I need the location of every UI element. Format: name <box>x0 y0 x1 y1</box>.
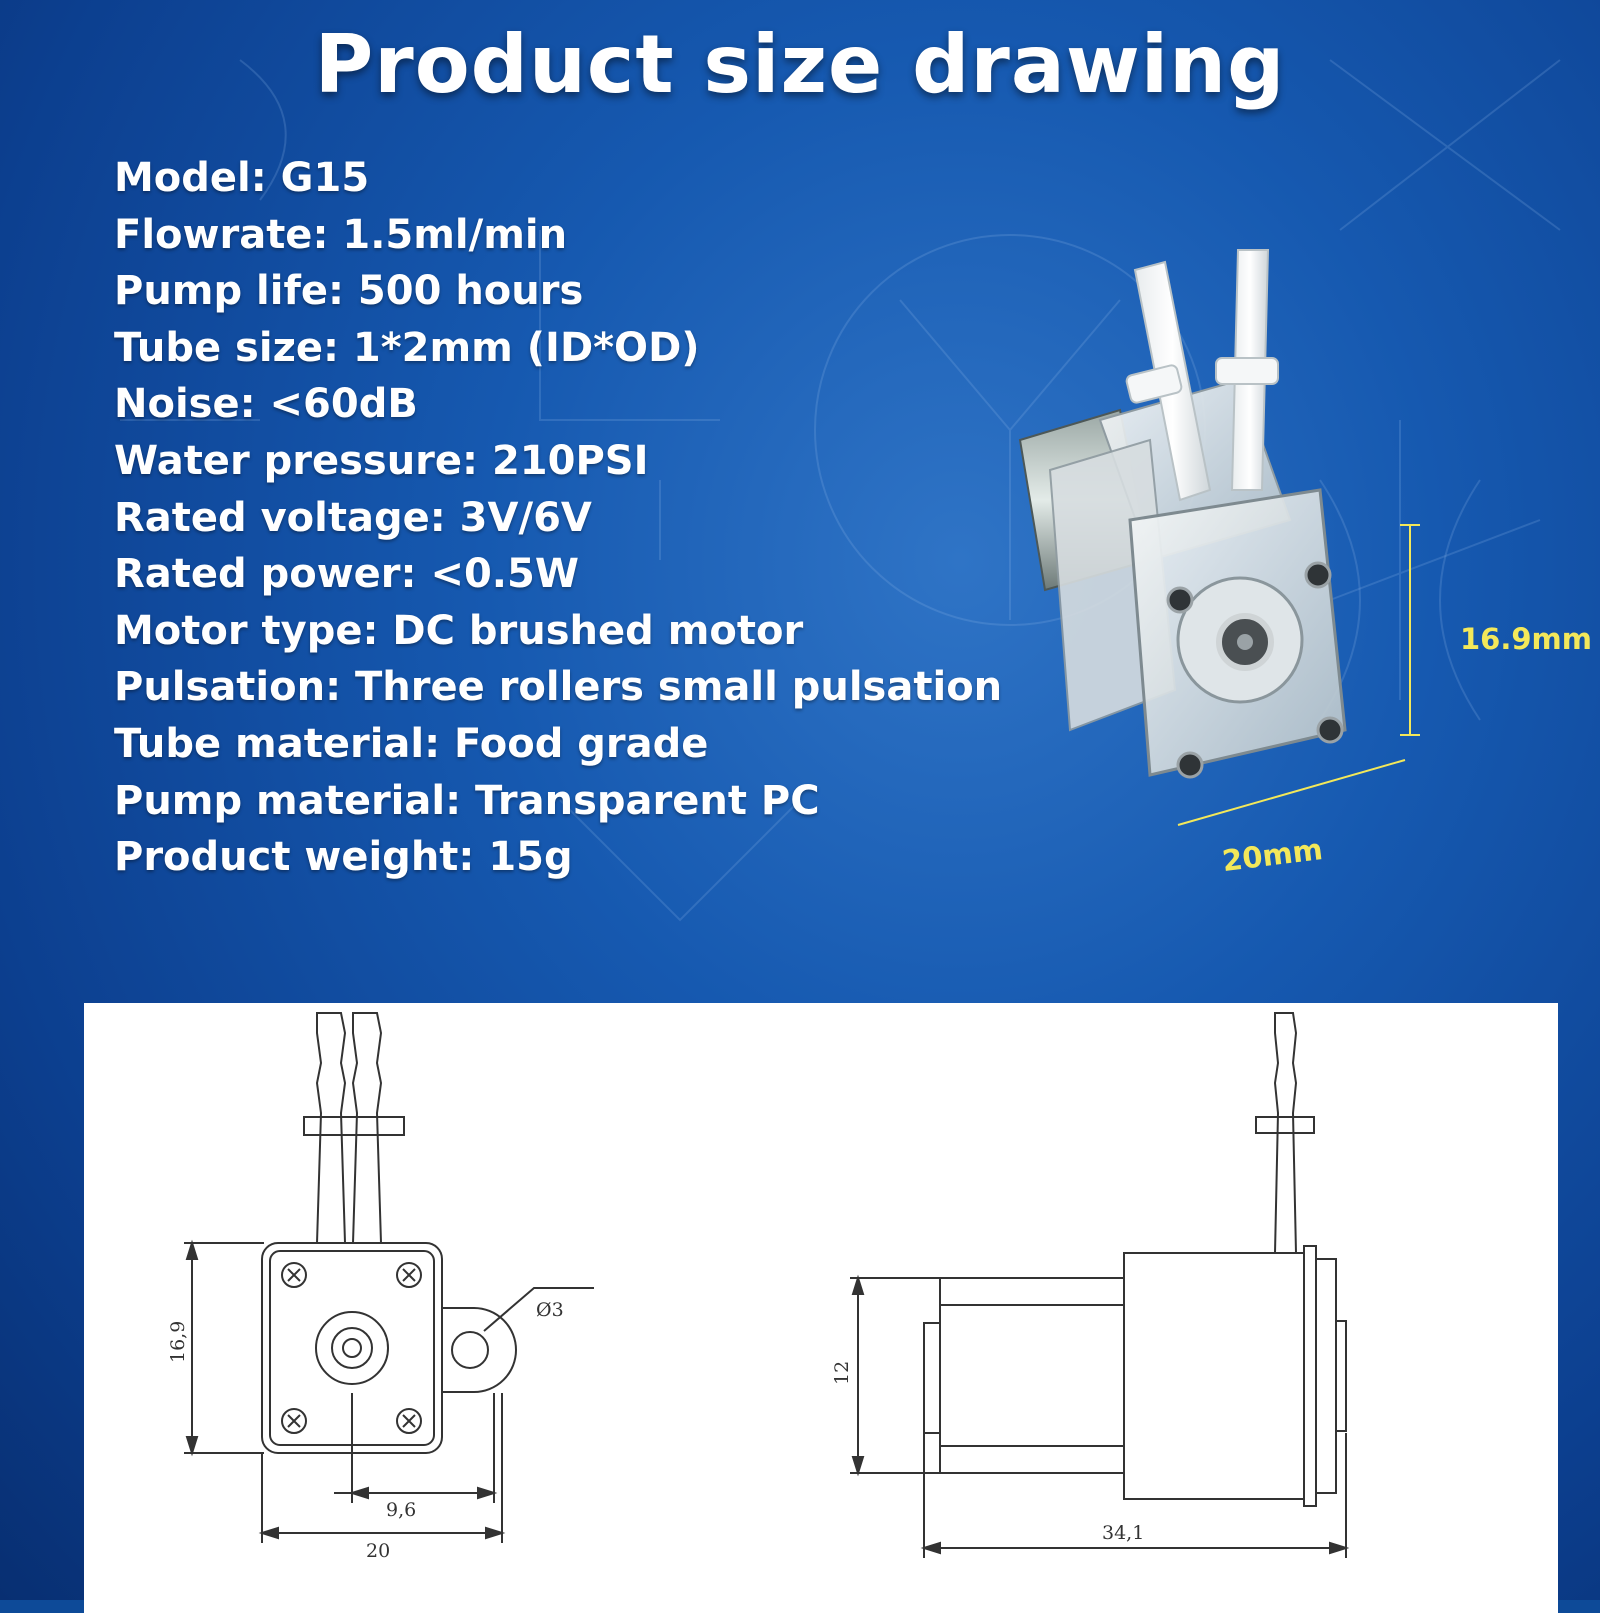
spec-pump-material: Pump material: Transparent PC <box>114 777 820 824</box>
side-view <box>850 1013 1346 1558</box>
spec-flowrate: Flowrate: 1.5ml/min <box>114 211 568 258</box>
technical-drawing-panel <box>84 1003 1558 1613</box>
spec-rated-power: Rated power: <0.5W <box>114 551 579 598</box>
spec-tube-material: Tube material: Food grade <box>114 720 709 767</box>
front-width-dimension: 20 <box>366 1540 391 1562</box>
pump-photo <box>1000 230 1590 880</box>
spec-noise: Noise: <60dB <box>114 381 418 428</box>
spec-model: Model: G15 <box>114 155 370 201</box>
side-length-dimension: 34,1 <box>1102 1522 1145 1544</box>
spec-water-pressure: Water pressure: 210PSI <box>114 437 649 484</box>
spec-product-weight: Product weight: 15g <box>114 834 573 881</box>
spec-tube-size: Tube size: 1*2mm (ID*OD) <box>114 324 700 371</box>
spec-list <box>114 150 1002 886</box>
spec-motor-type: Motor type: DC brushed motor <box>114 607 804 654</box>
photo-height-label: 16.9mm <box>1460 622 1592 656</box>
front-height-dimension: 16,9 <box>167 1320 189 1363</box>
page-title: Product size drawing <box>314 18 1286 111</box>
motor-diameter-dimension: 12 <box>831 1360 853 1385</box>
hole-diameter-dimension: Ø3 <box>536 1299 564 1321</box>
photo-width-label: 20mm <box>1220 831 1325 879</box>
technical-drawing <box>84 1003 1558 1600</box>
spec-rated-voltage: Rated voltage: 3V/6V <box>114 494 592 541</box>
front-view <box>184 1013 594 1543</box>
spec-pulsation: Pulsation: Three rollers small pulsation <box>114 664 1003 711</box>
spec-pump-life: Pump life: 500 hours <box>114 268 584 315</box>
center-offset-dimension: 9,6 <box>386 1499 417 1521</box>
